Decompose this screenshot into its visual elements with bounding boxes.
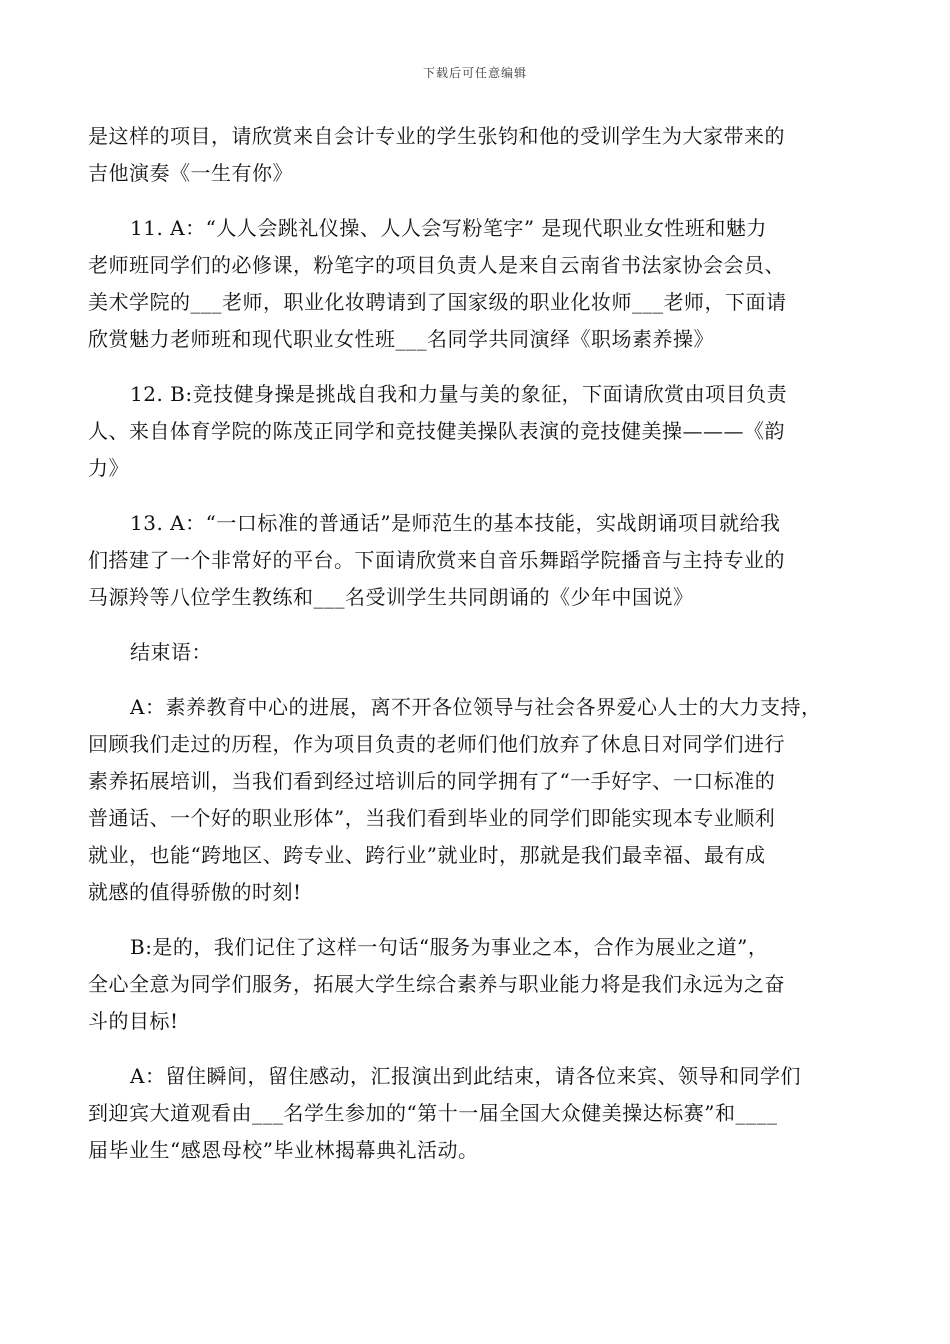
text-line: 12. B:竞技健身操是挑战自我和力量与美的象征，下面请欣赏由项目负责: [130, 382, 788, 406]
text-line: 结束语：: [130, 640, 212, 664]
text-line: 们搭建了一个非常好的平台。下面请欣赏来自音乐舞蹈学院播音与主持专业的: [88, 548, 785, 572]
text-line: 美术学院的___老师，职业化妆聘请到了国家级的职业化妆师___老师，下面请: [88, 290, 787, 314]
text-line: 届毕业生“感恩母校”毕业林揭幕典礼活动。: [88, 1138, 479, 1162]
page-header: 下载后可任意编辑: [422, 66, 527, 80]
text-line: 普通话、一个好的职业形体”，当我们看到毕业的同学们即能实现本专业顺利: [88, 806, 776, 830]
document-body: [88, 118, 858, 1187]
text-line: 是这样的项目，请欣赏来自会计专业的学生张钧和他的受训学生为大家带来的: [88, 124, 785, 148]
closing-heading: [88, 634, 858, 671]
text-line: B:是的，我们记住了这样一句话“服务为事业之本，合作为展业之道”，: [130, 935, 769, 959]
text-line: 到迎宾大道观看由___名学生参加的“第十一届全国大众健美操达标赛”和____: [88, 1101, 778, 1125]
paragraph-item-12: [88, 376, 858, 487]
text-line: 人、来自体育学院的陈茂正同学和竞技健美操队表演的竞技健美操———《韵: [88, 419, 785, 443]
paragraph-item-13: [88, 505, 858, 616]
text-line: 吉他演奏《一生有你》: [88, 161, 293, 185]
paragraph-closing-a: [88, 689, 858, 911]
text-line: 老师班同学们的必修课，粉笔字的项目负责人是来自云南省书法家协会会员、: [88, 253, 785, 277]
text-line: 全心全意为同学们服务，拓展大学生综合素养与职业能力将是我们永远为之奋: [88, 972, 785, 996]
paragraph-intro-continuation: [88, 118, 858, 192]
text-line: A：留住瞬间，留住感动，汇报演出到此结束，请各位来宾、领导和同学们: [130, 1064, 801, 1088]
text-line: 13. A：“一口标准的普通话”是师范生的基本技能，实战朗诵项目就给我: [130, 511, 781, 535]
text-line: 素养拓展培训，当我们看到经过培训后的同学拥有了“一手好字、一口标准的: [88, 769, 776, 793]
text-line: 力》: [88, 456, 129, 480]
text-line: 就感的值得骄傲的时刻!: [88, 880, 302, 904]
paragraph-item-11: [88, 210, 858, 358]
paragraph-closing-b: [88, 929, 858, 1040]
text-line: 11. A：“人人会跳礼仪操、人人会写粉笔字” 是现代职业女性班和魅力: [130, 216, 767, 240]
text-line: 回顾我们走过的历程，作为项目负责的老师们他们放弃了休息日对同学们进行: [88, 732, 785, 756]
text-line: 就业，也能“跨地区、跨专业、跨行业”就业时，那就是我们最幸福、最有成: [88, 843, 766, 867]
text-line: A：素养教育中心的进展，离不开各位领导与社会各界爱心人士的大力支持，: [130, 695, 822, 719]
paragraph-closing-final: [88, 1058, 858, 1169]
text-line: 马源羚等八位学生教练和___名受训学生共同朗诵的《少年中国说》: [88, 585, 694, 609]
text-line: 斗的目标!: [88, 1009, 179, 1033]
text-line: 欣赏魅力老师班和现代职业女性班___名同学共同演绎《职场素养操》: [88, 327, 714, 351]
